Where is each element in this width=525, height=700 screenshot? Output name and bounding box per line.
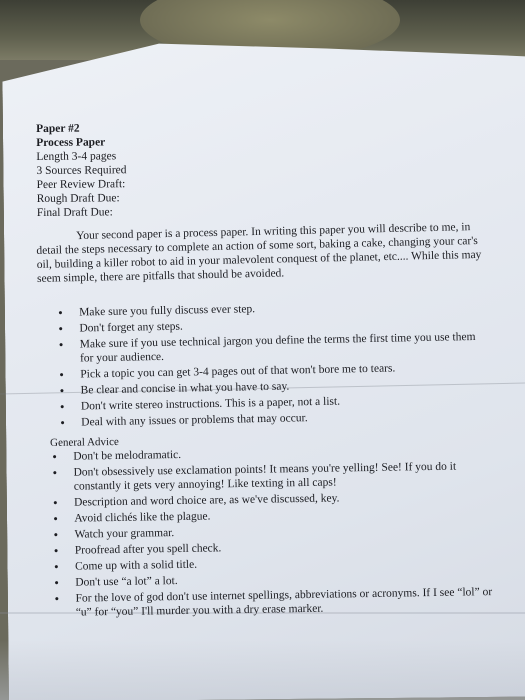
bullet-icon: •	[59, 398, 65, 414]
list-item: • Make sure you fully discuss ever step.	[57, 303, 256, 320]
bullet-icon: •	[60, 414, 65, 430]
list-item: • Watch your grammar.	[53, 526, 175, 542]
general-advice-section	[50, 429, 493, 622]
list-item: • For the love of god don't use internet spellings, abbreviations or acronyms. If I see “lol” or “u” for “you” I'll murder you with a dry erase marker.	[54, 586, 493, 619]
bullet-icon: •	[53, 526, 59, 542]
list-item: • Don't use “a lot” a lot.	[54, 574, 178, 590]
paper-type: Process Paper	[36, 136, 106, 149]
bullet-icon: •	[59, 382, 65, 398]
length-requirement: Length 3-4 pages	[36, 150, 117, 163]
bullet-icon: •	[54, 590, 60, 606]
list-item: • Don't write stereo instructions. This is a paper, not a list.	[59, 395, 341, 414]
bullet-icon: •	[53, 542, 59, 558]
list-item: • Deal with any issues or problems that may occur.	[60, 412, 308, 430]
list-item: • Proofread after you spell check.	[53, 542, 222, 558]
list-item: • Avoid clichés like the plague.	[53, 510, 211, 526]
bottom-shadow	[0, 640, 525, 700]
intro-paragraph: Your second paper is a process paper. In writing this paper you will describe to me, in detail the steps necessary to complete an action of some sort, baking a cake, changing your car's oil, building a killer robot to aid in your malevolent conquest of the planet, etc.... While this may seem simple, there are pitfalls that should be avoided.	[36, 221, 482, 285]
bullet-icon: •	[53, 558, 59, 574]
requirements-list	[56, 298, 488, 430]
list-item: • Come up with a solid title.	[53, 558, 198, 574]
requirements-list-block	[56, 298, 488, 432]
rough-draft-due: Rough Draft Due:	[36, 192, 120, 205]
bullet-icon: •	[53, 510, 58, 526]
list-item: • Be clear and concise in what you have to say.	[59, 380, 290, 398]
assignment-header	[36, 121, 127, 220]
paper-number: Paper #2	[36, 122, 80, 135]
list-item: • Make sure if you use technical jargon you define the terms the first time you use them for your audience.	[58, 330, 476, 365]
final-draft-due: Final Draft Due:	[36, 206, 113, 219]
bullet-icon: •	[57, 304, 63, 320]
list-item: • Don't forget any steps.	[58, 320, 183, 336]
general-advice-heading: General Advice	[50, 435, 119, 449]
intro-paragraph-block	[36, 220, 485, 286]
bullet-icon: •	[58, 320, 64, 336]
sources-requirement: 3 Sources Required	[36, 164, 127, 177]
advice-list	[50, 443, 493, 620]
bullet-icon: •	[52, 464, 58, 480]
list-item: • Pick a topic you can get 3-4 pages out of that won't bore me to tears.	[59, 362, 396, 382]
list-item: • Don't obsessively use exclamation points! It means you're yelling! See! If you do it constantly it gets very annoying! Like texting in all caps!	[52, 460, 457, 493]
bullet-icon: •	[52, 448, 58, 464]
peer-review-due: Peer Review Draft:	[36, 178, 126, 191]
list-item: • Don't be melodramatic.	[52, 448, 182, 464]
list-item: • Description and word choice are, as we've discussed, key.	[52, 492, 340, 510]
bullet-icon: •	[59, 366, 65, 382]
bullet-icon: •	[58, 336, 64, 352]
bullet-icon: •	[52, 494, 58, 510]
bullet-icon: •	[54, 574, 59, 590]
